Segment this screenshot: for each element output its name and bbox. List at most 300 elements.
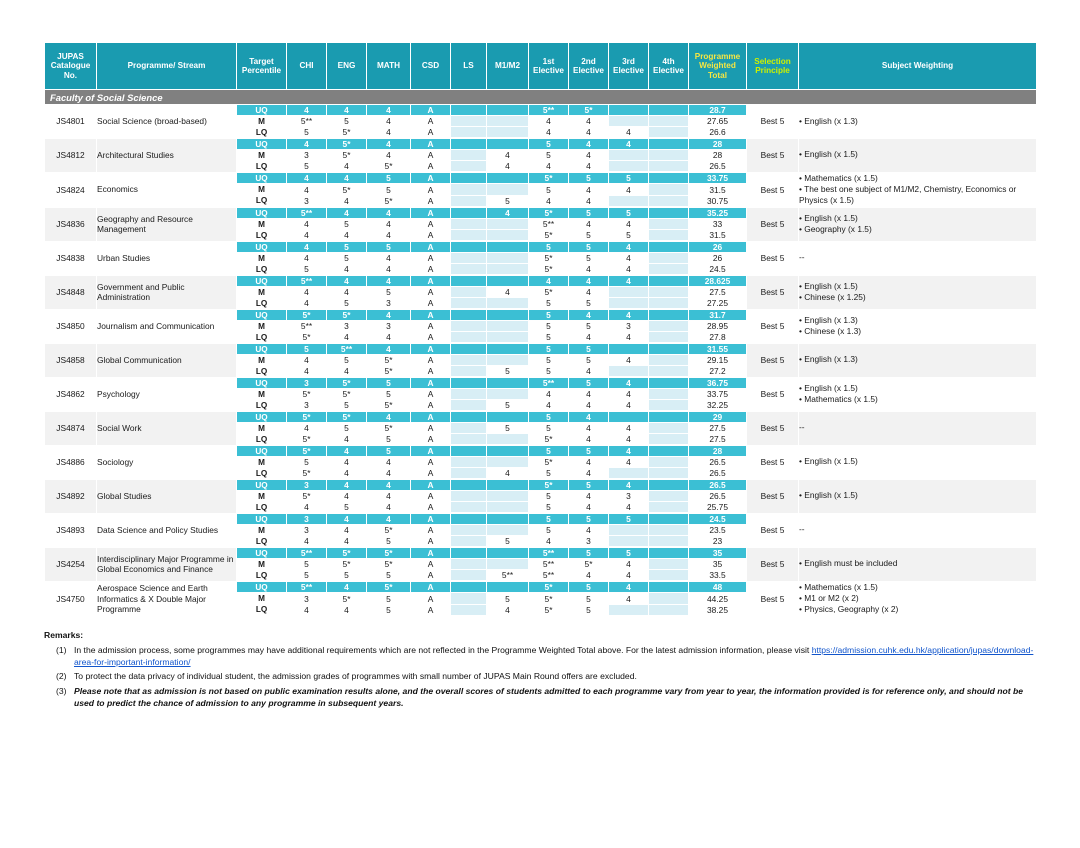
programme-code-cell: JS4848	[45, 275, 97, 309]
remarks-list	[44, 644, 1036, 710]
elective-1-cell: 5**	[529, 547, 569, 559]
programme-name-cell: Urban Studies	[97, 241, 237, 275]
elective-4-cell	[649, 321, 689, 332]
remark-link[interactable]: https://admission.cuhk.edu.hk/application/jupas/download-area-for-important-information/	[74, 644, 1034, 667]
ls-cell	[451, 321, 487, 332]
programme-name-cell: Data Science and Policy Studies	[97, 513, 237, 547]
math-cell: 5*	[367, 559, 411, 570]
ls-cell	[451, 241, 487, 253]
target-percentile-cell: M	[237, 219, 287, 230]
elective-4-cell	[649, 343, 689, 355]
subject-weighting-line: • English (x 1.3)	[799, 314, 858, 325]
elective-4-cell	[649, 400, 689, 412]
elective-1-cell: 5*	[529, 253, 569, 264]
header-math: MATH	[367, 43, 411, 90]
target-percentile-cell: M	[237, 116, 287, 127]
eng-cell: 5	[327, 502, 367, 514]
programme-code-cell: JS4836	[45, 207, 97, 241]
eng-cell: 4	[327, 366, 367, 378]
chi-cell: 5**	[287, 207, 327, 219]
m1m2-cell	[487, 332, 529, 344]
m1m2-cell	[487, 219, 529, 230]
programme-name-cell: Economics	[97, 172, 237, 207]
m1m2-cell	[487, 377, 529, 389]
programme-code-cell: JS4750	[45, 581, 97, 616]
ls-cell	[451, 525, 487, 536]
m1m2-cell	[487, 321, 529, 332]
math-cell: 3	[367, 321, 411, 332]
chi-cell: 3	[287, 377, 327, 389]
math-cell: 4	[367, 343, 411, 355]
target-percentile-cell: UQ	[237, 547, 287, 559]
csd-cell: A	[411, 423, 451, 434]
target-percentile-cell: LQ	[237, 570, 287, 582]
programme-weighted-total-cell: 35	[689, 547, 747, 559]
elective-1-cell: 5*	[529, 172, 569, 184]
programme-weighted-total-cell: 44.25	[689, 593, 747, 604]
ls-cell	[451, 377, 487, 389]
chi-cell: 4	[287, 253, 327, 264]
chi-cell: 3	[287, 400, 327, 412]
elective-3-cell	[609, 287, 649, 298]
ls-cell	[451, 253, 487, 264]
csd-cell: A	[411, 321, 451, 332]
target-percentile-cell: UQ	[237, 207, 287, 219]
programme-weighted-total-cell: 26.5	[689, 491, 747, 502]
remark-item	[44, 685, 1036, 710]
elective-3-cell: 4	[609, 389, 649, 400]
target-percentile-cell: M	[237, 593, 287, 604]
elective-1-cell: 5*	[529, 287, 569, 298]
table-row	[45, 105, 1037, 116]
elective-2-cell: 4	[569, 491, 609, 502]
elective-1-cell: 5**	[529, 570, 569, 582]
elective-1-cell: 5	[529, 502, 569, 514]
chi-cell: 5**	[287, 581, 327, 593]
elective-4-cell	[649, 445, 689, 457]
m1m2-cell: 5	[487, 400, 529, 412]
elective-2-cell: 4	[569, 389, 609, 400]
elective-2-cell: 4	[569, 457, 609, 468]
math-cell: 5	[367, 445, 411, 457]
subject-weighting-line: --	[799, 524, 805, 535]
math-cell: 4	[367, 513, 411, 525]
programme-weighted-total-cell: 33.75	[689, 389, 747, 400]
programme-weighted-total-cell: 48	[689, 581, 747, 593]
chi-cell: 5*	[287, 445, 327, 457]
programme-code-cell: JS4812	[45, 138, 97, 172]
ls-cell	[451, 581, 487, 593]
csd-cell: A	[411, 127, 451, 139]
subject-weighting-line: • English (x 1.5)	[799, 149, 858, 160]
elective-1-cell: 5*	[529, 207, 569, 219]
m1m2-cell: 4	[487, 207, 529, 219]
programme-weighted-total-cell: 26.5	[689, 161, 747, 173]
eng-cell: 5*	[327, 389, 367, 400]
eng-cell: 5*	[327, 593, 367, 604]
elective-1-cell: 5	[529, 355, 569, 366]
elective-1-cell: 5	[529, 411, 569, 423]
subject-weighting-cell	[799, 172, 1037, 207]
math-cell: 4	[367, 150, 411, 161]
chi-cell: 3	[287, 513, 327, 525]
programme-code-cell: JS4801	[45, 105, 97, 139]
elective-4-cell	[649, 457, 689, 468]
eng-cell: 4	[327, 207, 367, 219]
m1m2-cell	[487, 309, 529, 321]
elective-4-cell	[649, 525, 689, 536]
target-percentile-cell: UQ	[237, 105, 287, 116]
programme-code-cell: JS4892	[45, 479, 97, 513]
elective-2-cell: 4	[569, 264, 609, 276]
target-percentile-cell: LQ	[237, 298, 287, 310]
elective-2-cell: 5	[569, 343, 609, 355]
remark-text: To protect the data privacy of individual student, the admission grades of programmes with small number of JUPAS Main Round offers are excluded.	[74, 671, 637, 682]
elective-2-cell: 5	[569, 479, 609, 491]
programme-code-cell: JS4886	[45, 445, 97, 479]
elective-3-cell	[609, 298, 649, 310]
csd-cell: A	[411, 355, 451, 366]
math-cell: 4	[367, 105, 411, 116]
elective-3-cell: 4	[609, 445, 649, 457]
header-csd: CSD	[411, 43, 451, 90]
ls-cell	[451, 275, 487, 287]
programme-weighted-total-cell: 33	[689, 219, 747, 230]
elective-2-cell: 4	[569, 570, 609, 582]
elective-4-cell	[649, 491, 689, 502]
programme-code-cell: JS4850	[45, 309, 97, 343]
elective-3-cell: 4	[609, 377, 649, 389]
target-percentile-cell: M	[237, 423, 287, 434]
programme-weighted-total-cell: 31.5	[689, 230, 747, 242]
m1m2-cell: 4	[487, 150, 529, 161]
elective-3-cell: 3	[609, 491, 649, 502]
selection-principle-cell: Best 5	[747, 343, 799, 377]
csd-cell: A	[411, 264, 451, 276]
eng-cell: 5	[327, 355, 367, 366]
elective-3-cell: 4	[609, 241, 649, 253]
subject-weighting-line: • The best one subject of M1/M2, Chemistry, Economics or Physics (x 1.5)	[799, 183, 1017, 206]
programme-weighted-total-cell: 27.5	[689, 287, 747, 298]
ls-cell	[451, 332, 487, 344]
programme-weighted-total-cell: 33.75	[689, 172, 747, 184]
subject-weighting-cell	[799, 479, 1037, 513]
elective-2-cell: 5	[569, 207, 609, 219]
m1m2-cell	[487, 411, 529, 423]
elective-2-cell: 4	[569, 468, 609, 480]
eng-cell: 5	[327, 253, 367, 264]
eng-cell: 4	[327, 525, 367, 536]
math-cell: 4	[367, 479, 411, 491]
programme-weighted-total-cell: 29.15	[689, 355, 747, 366]
target-percentile-cell: M	[237, 525, 287, 536]
table-row	[45, 547, 1037, 559]
m1m2-cell	[487, 457, 529, 468]
m1m2-cell: 4	[487, 468, 529, 480]
eng-cell: 5	[327, 570, 367, 582]
elective-1-cell: 5	[529, 491, 569, 502]
elective-1-cell: 4	[529, 116, 569, 127]
header-selection-principle: Selection Principle	[747, 43, 799, 90]
m1m2-cell	[487, 389, 529, 400]
elective-4-cell	[649, 264, 689, 276]
elective-3-cell: 4	[609, 127, 649, 139]
math-cell: 5*	[367, 161, 411, 173]
programme-weighted-total-cell: 31.5	[689, 184, 747, 195]
m1m2-cell: 5	[487, 593, 529, 604]
chi-cell: 5	[287, 264, 327, 276]
header-programme-weighted-total: Programme Weighted Total	[689, 43, 747, 90]
subject-weighting-line: • English (x 1.3)	[799, 115, 858, 126]
subject-weighting-cell	[799, 343, 1037, 377]
eng-cell: 4	[327, 287, 367, 298]
elective-3-cell: 5	[609, 207, 649, 219]
chi-cell: 5*	[287, 332, 327, 344]
eng-cell: 4	[327, 445, 367, 457]
ls-cell	[451, 150, 487, 161]
math-cell: 4	[367, 275, 411, 287]
target-percentile-cell: UQ	[237, 445, 287, 457]
ls-cell	[451, 195, 487, 207]
subject-weighting-cell	[799, 275, 1037, 309]
m1m2-cell: 5	[487, 423, 529, 434]
selection-principle-cell: Best 5	[747, 479, 799, 513]
math-cell: 5	[367, 570, 411, 582]
remark-number: (2)	[56, 671, 67, 682]
math-cell: 5*	[367, 581, 411, 593]
programme-name-cell: Geography and Resource Management	[97, 207, 237, 241]
programme-weighted-total-cell: 29	[689, 411, 747, 423]
ls-cell	[451, 298, 487, 310]
ls-cell	[451, 230, 487, 242]
chi-cell: 5	[287, 559, 327, 570]
programme-weighted-total-cell: 27.5	[689, 434, 747, 446]
elective-4-cell	[649, 377, 689, 389]
elective-3-cell: 4	[609, 264, 649, 276]
elective-3-cell: 4	[609, 581, 649, 593]
ls-cell	[451, 434, 487, 446]
chi-cell: 4	[287, 230, 327, 242]
chi-cell: 5	[287, 161, 327, 173]
ls-cell	[451, 423, 487, 434]
csd-cell: A	[411, 116, 451, 127]
elective-2-cell: 4	[569, 219, 609, 230]
elective-1-cell: 4	[529, 536, 569, 548]
math-cell: 4	[367, 264, 411, 276]
elective-1-cell: 5	[529, 184, 569, 195]
elective-1-cell: 5*	[529, 264, 569, 276]
programme-name-cell: Aerospace Science and Earth Informatics & X Double Major Programme	[97, 581, 237, 616]
elective-4-cell	[649, 116, 689, 127]
programme-weighted-total-cell: 32.25	[689, 400, 747, 412]
target-percentile-cell: M	[237, 287, 287, 298]
programme-weighted-total-cell: 24.5	[689, 513, 747, 525]
elective-2-cell: 5	[569, 298, 609, 310]
csd-cell: A	[411, 138, 451, 150]
m1m2-cell	[487, 355, 529, 366]
programme-name-cell: Interdisciplinary Major Programme in Global Economics and Finance	[97, 547, 237, 581]
target-percentile-cell: UQ	[237, 479, 287, 491]
math-cell: 5*	[367, 195, 411, 207]
elective-3-cell: 4	[609, 184, 649, 195]
elective-1-cell: 5*	[529, 457, 569, 468]
elective-3-cell: 5	[609, 172, 649, 184]
target-percentile-cell: M	[237, 321, 287, 332]
elective-3-cell: 3	[609, 321, 649, 332]
csd-cell: A	[411, 513, 451, 525]
csd-cell: A	[411, 150, 451, 161]
elective-4-cell	[649, 150, 689, 161]
programme-weighted-total-cell: 26.6	[689, 127, 747, 139]
csd-cell: A	[411, 219, 451, 230]
elective-1-cell: 5**	[529, 105, 569, 116]
selection-principle-cell: Best 5	[747, 309, 799, 343]
math-cell: 5	[367, 536, 411, 548]
elective-2-cell: 4	[569, 366, 609, 378]
table-row	[45, 309, 1037, 321]
target-percentile-cell: LQ	[237, 366, 287, 378]
subject-weighting-line: • Mathematics (x 1.5)	[799, 394, 878, 405]
elective-4-cell	[649, 127, 689, 139]
math-cell: 4	[367, 491, 411, 502]
subject-weighting-cell	[799, 138, 1037, 172]
elective-4-cell	[649, 513, 689, 525]
programme-weighted-total-cell: 27.2	[689, 366, 747, 378]
chi-cell: 4	[287, 536, 327, 548]
m1m2-cell	[487, 559, 529, 570]
target-percentile-cell: M	[237, 491, 287, 502]
ls-cell	[451, 468, 487, 480]
eng-cell: 5*	[327, 309, 367, 321]
elective-1-cell: 5	[529, 332, 569, 344]
csd-cell: A	[411, 570, 451, 582]
chi-cell: 4	[287, 241, 327, 253]
elective-3-cell	[609, 116, 649, 127]
selection-principle-cell: Best 5	[747, 581, 799, 616]
elective-1-cell: 5**	[529, 377, 569, 389]
elective-2-cell: 4	[569, 502, 609, 514]
chi-cell: 4	[287, 287, 327, 298]
elective-4-cell	[649, 434, 689, 446]
elective-3-cell	[609, 161, 649, 173]
csd-cell: A	[411, 389, 451, 400]
ls-cell	[451, 219, 487, 230]
m1m2-cell	[487, 241, 529, 253]
eng-cell: 5*	[327, 138, 367, 150]
header-target-percentile: Target Percentile	[237, 43, 287, 90]
chi-cell: 3	[287, 593, 327, 604]
chi-cell: 5*	[287, 389, 327, 400]
elective-3-cell: 4	[609, 253, 649, 264]
faculty-band-row	[45, 90, 1037, 105]
ls-cell	[451, 366, 487, 378]
elective-2-cell: 5	[569, 241, 609, 253]
target-percentile-cell: LQ	[237, 434, 287, 446]
chi-cell: 5*	[287, 411, 327, 423]
elective-4-cell	[649, 172, 689, 184]
eng-cell: 4	[327, 491, 367, 502]
eng-cell: 5*	[327, 127, 367, 139]
table-header	[45, 43, 1037, 90]
target-percentile-cell: LQ	[237, 195, 287, 207]
header-ls: LS	[451, 43, 487, 90]
subject-weighting-cell	[799, 207, 1037, 241]
elective-4-cell	[649, 184, 689, 195]
elective-1-cell: 4	[529, 275, 569, 287]
chi-cell: 5**	[287, 547, 327, 559]
elective-2-cell: 5*	[569, 105, 609, 116]
eng-cell: 4	[327, 434, 367, 446]
table-row	[45, 445, 1037, 457]
m1m2-cell	[487, 172, 529, 184]
ls-cell	[451, 207, 487, 219]
programme-weighted-total-cell: 27.5	[689, 423, 747, 434]
chi-cell: 5*	[287, 468, 327, 480]
subject-weighting-line: • Chinese (x 1.25)	[799, 292, 866, 303]
elective-4-cell	[649, 355, 689, 366]
elective-2-cell: 4	[569, 400, 609, 412]
m1m2-cell	[487, 343, 529, 355]
elective-2-cell: 4	[569, 150, 609, 161]
programme-name-cell: Global Studies	[97, 479, 237, 513]
elective-3-cell: 5	[609, 547, 649, 559]
elective-2-cell: 5	[569, 604, 609, 616]
math-cell: 5	[367, 172, 411, 184]
ls-cell	[451, 547, 487, 559]
elective-3-cell: 4	[609, 138, 649, 150]
programme-weighted-total-cell: 26.5	[689, 479, 747, 491]
ls-cell	[451, 184, 487, 195]
header-elective-1: 1st Elective	[529, 43, 569, 90]
ls-cell	[451, 411, 487, 423]
elective-1-cell: 5	[529, 309, 569, 321]
programme-weighted-total-cell: 28	[689, 138, 747, 150]
programme-weighted-total-cell: 28	[689, 150, 747, 161]
elective-1-cell: 5	[529, 423, 569, 434]
elective-2-cell: 5	[569, 230, 609, 242]
ls-cell	[451, 287, 487, 298]
elective-3-cell: 4	[609, 400, 649, 412]
programme-weighted-total-cell: 38.25	[689, 604, 747, 616]
subject-weighting-cell	[799, 445, 1037, 479]
eng-cell: 4	[327, 230, 367, 242]
programme-code-cell: JS4838	[45, 241, 97, 275]
target-percentile-cell: M	[237, 184, 287, 195]
elective-4-cell	[649, 547, 689, 559]
elective-3-cell: 4	[609, 423, 649, 434]
csd-cell: A	[411, 105, 451, 116]
elective-4-cell	[649, 411, 689, 423]
eng-cell: 5*	[327, 559, 367, 570]
eng-cell: 5	[327, 116, 367, 127]
math-cell: 3	[367, 298, 411, 310]
faculty-label: Faculty of Social Science	[45, 90, 1037, 105]
elective-1-cell: 5	[529, 468, 569, 480]
selection-principle-cell: Best 5	[747, 138, 799, 172]
math-cell: 4	[367, 207, 411, 219]
target-percentile-cell: M	[237, 355, 287, 366]
target-percentile-cell: LQ	[237, 400, 287, 412]
programme-weighted-total-cell: 28.7	[689, 105, 747, 116]
table-row	[45, 513, 1037, 525]
csd-cell: A	[411, 230, 451, 242]
elective-1-cell: 5	[529, 366, 569, 378]
chi-cell: 4	[287, 298, 327, 310]
remark-number: (1)	[56, 644, 67, 655]
elective-4-cell	[649, 581, 689, 593]
chi-cell: 4	[287, 366, 327, 378]
target-percentile-cell: LQ	[237, 536, 287, 548]
